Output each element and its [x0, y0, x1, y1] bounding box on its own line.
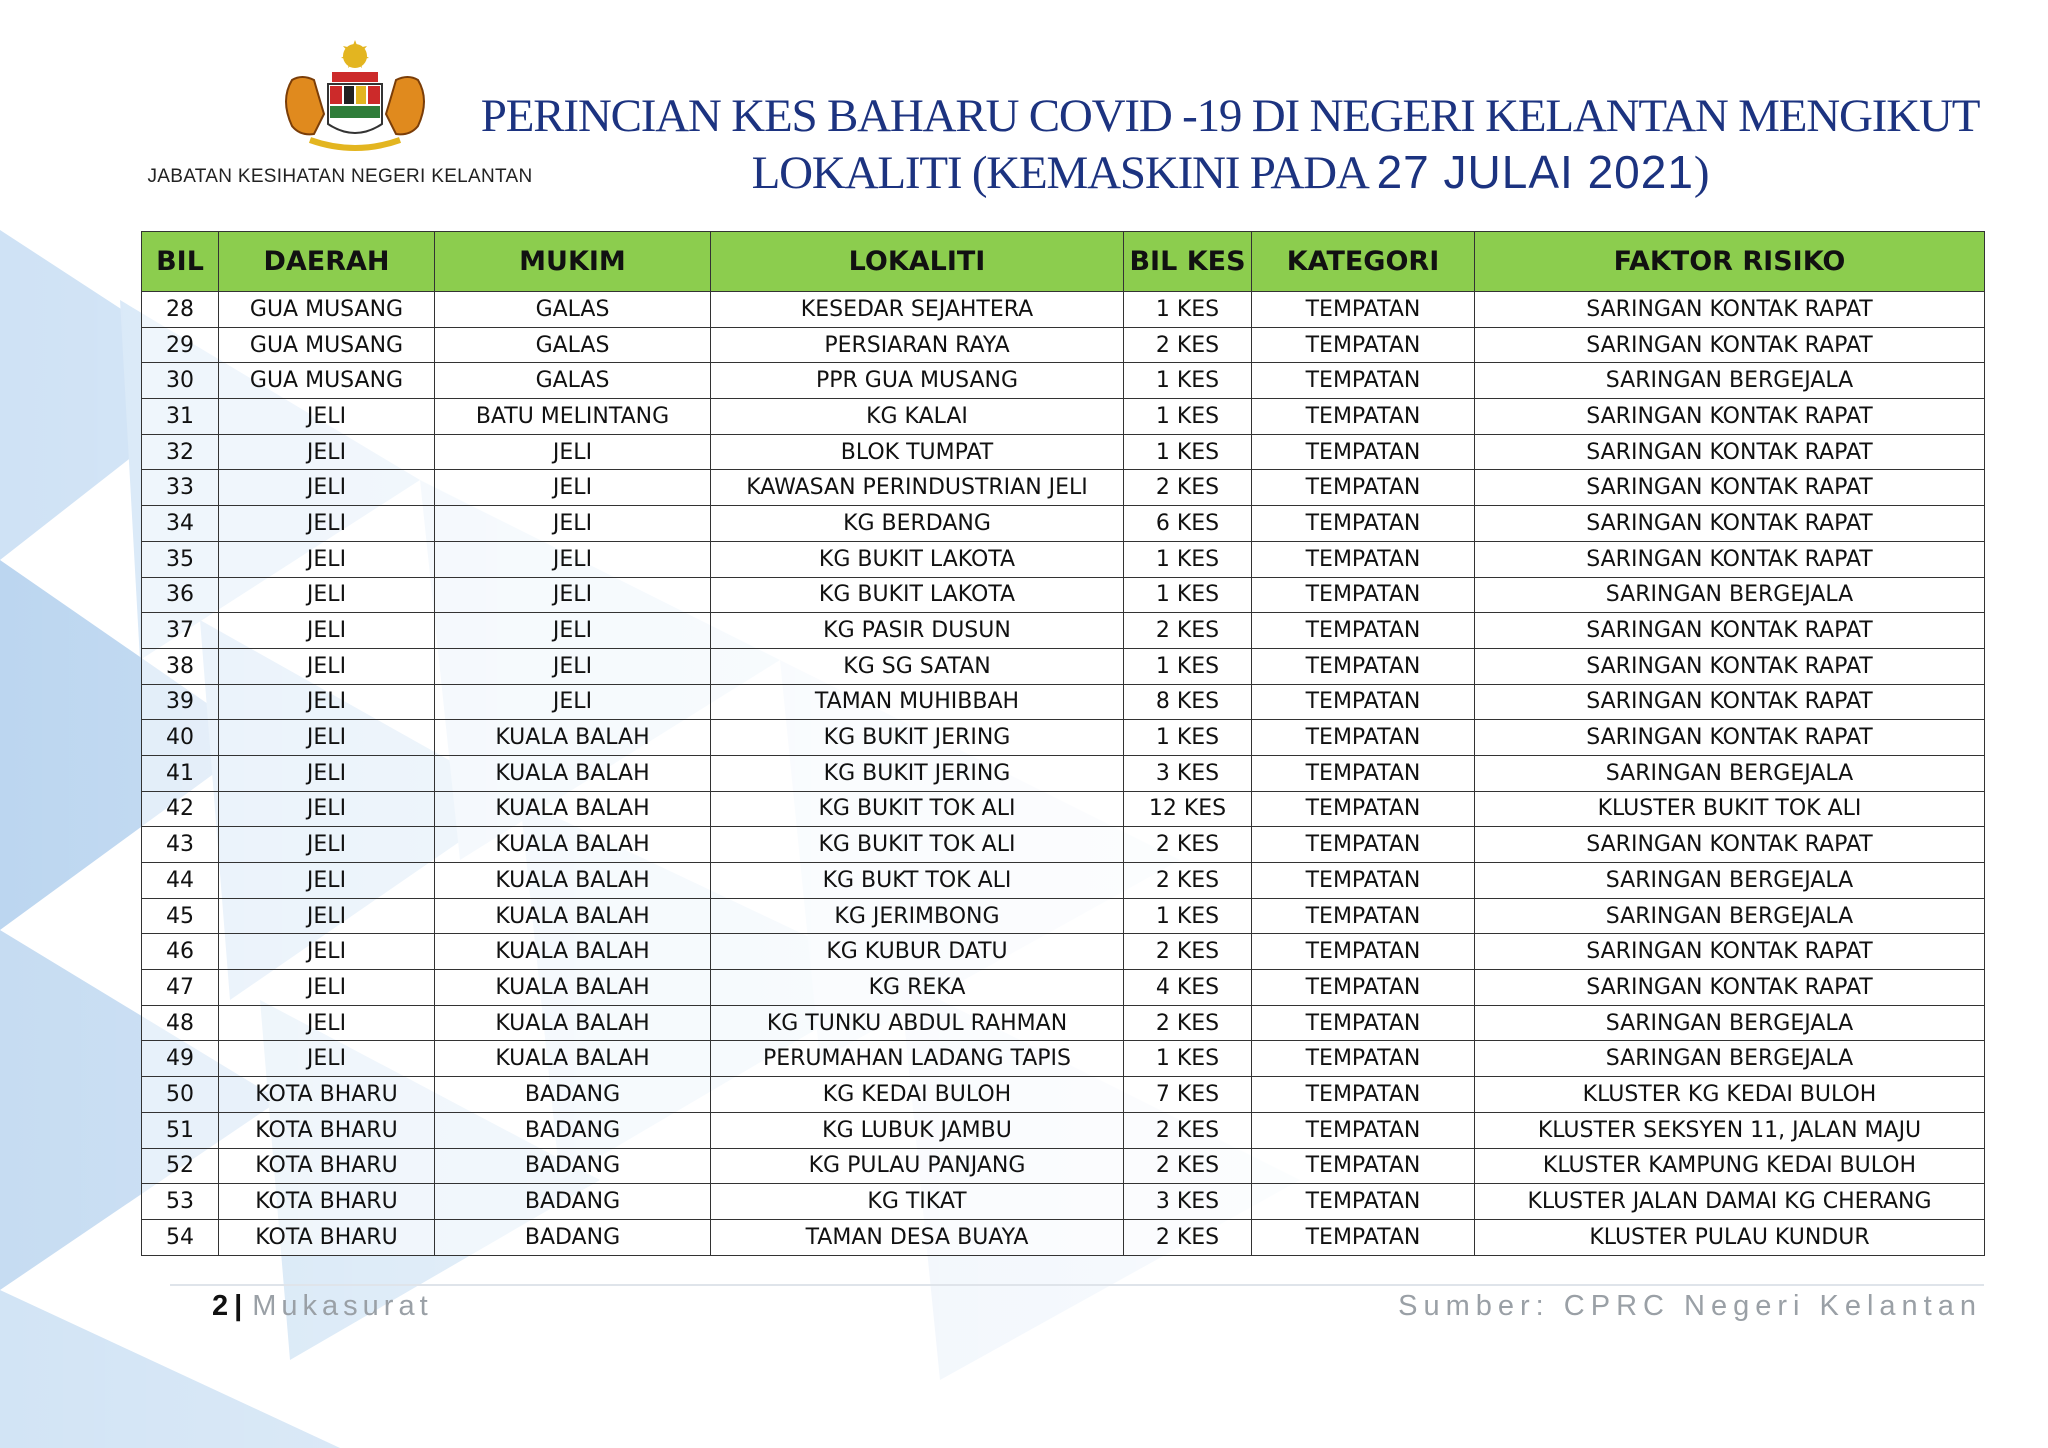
col-bil-kes-cell: 1 KES	[1124, 577, 1252, 613]
col-lokaliti-cell: KG PASIR DUSUN	[711, 613, 1124, 649]
col-daerah-cell: JELI	[219, 827, 435, 863]
col-bil-kes-cell: 2 KES	[1124, 613, 1252, 649]
col-bil-kes-cell: 1 KES	[1124, 399, 1252, 435]
col-lokaliti-cell: KG BUKIT LAKOTA	[711, 577, 1124, 613]
table-row	[142, 470, 1985, 506]
table-row	[142, 898, 1985, 934]
col-faktor-risiko-cell: KLUSTER BUKIT TOK ALI	[1475, 791, 1985, 827]
col-lokaliti-cell: KG JERIMBONG	[711, 898, 1124, 934]
col-daerah-cell: JELI	[219, 1041, 435, 1077]
table-row	[142, 648, 1985, 684]
title-date: 27 JULAI 2021	[1376, 146, 1694, 198]
col-kategori-cell: TEMPATAN	[1252, 327, 1475, 363]
col-daerah-cell: JELI	[219, 648, 435, 684]
col-mukim-cell: KUALA BALAH	[435, 898, 711, 934]
col-daerah-cell: JELI	[219, 863, 435, 899]
col-lokaliti-cell: KG BERDANG	[711, 506, 1124, 542]
col-faktor-risiko-cell: SARINGAN KONTAK RAPAT	[1475, 827, 1985, 863]
table-row	[142, 720, 1985, 756]
col-mukim-cell: JELI	[435, 648, 711, 684]
col-faktor-risiko-cell: KLUSTER KAMPUNG KEDAI BULOH	[1475, 1148, 1985, 1184]
col-faktor-risiko-cell: SARINGAN BERGEJALA	[1475, 363, 1985, 399]
col-bil-kes-header: BIL KES	[1124, 232, 1252, 292]
col-mukim-cell: KUALA BALAH	[435, 970, 711, 1006]
col-bil-kes-cell: 1 KES	[1124, 363, 1252, 399]
col-kategori-cell: TEMPATAN	[1252, 613, 1475, 649]
col-kategori-cell: TEMPATAN	[1252, 898, 1475, 934]
col-lokaliti-cell: KG PULAU PANJANG	[711, 1148, 1124, 1184]
col-kategori-cell: TEMPATAN	[1252, 934, 1475, 970]
col-bil-kes-cell: 8 KES	[1124, 684, 1252, 720]
col-mukim-cell: JELI	[435, 684, 711, 720]
col-faktor-risiko-cell: SARINGAN KONTAK RAPAT	[1475, 292, 1985, 328]
col-bil-cell: 30	[142, 363, 219, 399]
page-title	[450, 88, 2010, 201]
table-row	[142, 434, 1985, 470]
col-bil-cell: 37	[142, 613, 219, 649]
col-mukim-cell: BADANG	[435, 1077, 711, 1113]
col-kategori-cell: TEMPATAN	[1252, 648, 1475, 684]
col-bil-cell: 28	[142, 292, 219, 328]
col-kategori-cell: TEMPATAN	[1252, 1077, 1475, 1113]
table-row	[142, 363, 1985, 399]
col-faktor-risiko-cell: SARINGAN KONTAK RAPAT	[1475, 648, 1985, 684]
col-kategori-cell: TEMPATAN	[1252, 1184, 1475, 1220]
col-lokaliti-cell: KESEDAR SEJAHTERA	[711, 292, 1124, 328]
col-bil-cell: 54	[142, 1219, 219, 1255]
col-bil-kes-cell: 1 KES	[1124, 434, 1252, 470]
col-kategori-cell: TEMPATAN	[1252, 1219, 1475, 1255]
col-lokaliti-cell: KG SG SATAN	[711, 648, 1124, 684]
col-mukim-cell: BADANG	[435, 1148, 711, 1184]
col-kategori-cell: TEMPATAN	[1252, 1112, 1475, 1148]
col-lokaliti-cell: PERSIARAN RAYA	[711, 327, 1124, 363]
col-daerah-cell: JELI	[219, 470, 435, 506]
col-kategori-cell: TEMPATAN	[1252, 506, 1475, 542]
table-row	[142, 327, 1985, 363]
col-mukim-cell: KUALA BALAH	[435, 827, 711, 863]
col-mukim-cell: BADANG	[435, 1112, 711, 1148]
col-bil-cell: 34	[142, 506, 219, 542]
col-faktor-risiko-cell: SARINGAN KONTAK RAPAT	[1475, 506, 1985, 542]
col-daerah-cell: JELI	[219, 577, 435, 613]
col-lokaliti-cell: KG KUBUR DATU	[711, 934, 1124, 970]
col-bil-cell: 36	[142, 577, 219, 613]
col-kategori-cell: TEMPATAN	[1252, 470, 1475, 506]
table-row	[142, 791, 1985, 827]
col-bil-cell: 42	[142, 791, 219, 827]
col-bil-header: BIL	[142, 232, 219, 292]
footer-page	[212, 1290, 433, 1323]
col-lokaliti-header: LOKALITI	[711, 232, 1124, 292]
col-bil-kes-cell: 1 KES	[1124, 898, 1252, 934]
col-bil-cell: 46	[142, 934, 219, 970]
col-daerah-cell: JELI	[219, 541, 435, 577]
col-lokaliti-cell: KG REKA	[711, 970, 1124, 1006]
col-lokaliti-cell: KG TIKAT	[711, 1184, 1124, 1220]
col-lokaliti-cell: TAMAN MUHIBBAH	[711, 684, 1124, 720]
col-mukim-cell: BADANG	[435, 1184, 711, 1220]
table-row	[142, 541, 1985, 577]
col-bil-cell: 44	[142, 863, 219, 899]
col-daerah-cell: KOTA BHARU	[219, 1077, 435, 1113]
col-faktor-risiko-cell: SARINGAN BERGEJALA	[1475, 577, 1985, 613]
col-lokaliti-cell: KG BUKIT JERING	[711, 755, 1124, 791]
table-row	[142, 613, 1985, 649]
col-kategori-cell: TEMPATAN	[1252, 863, 1475, 899]
col-bil-kes-cell: 2 KES	[1124, 1219, 1252, 1255]
col-lokaliti-cell: KG TUNKU ABDUL RAHMAN	[711, 1005, 1124, 1041]
col-daerah-cell: JELI	[219, 613, 435, 649]
col-faktor-risiko-cell: SARINGAN BERGEJALA	[1475, 898, 1985, 934]
table-row	[142, 1184, 1985, 1220]
col-kategori-header: KATEGORI	[1252, 232, 1475, 292]
col-bil-cell: 43	[142, 827, 219, 863]
col-bil-cell: 38	[142, 648, 219, 684]
col-bil-kes-cell: 1 KES	[1124, 292, 1252, 328]
col-daerah-cell: JELI	[219, 506, 435, 542]
col-lokaliti-cell: BLOK TUMPAT	[711, 434, 1124, 470]
col-mukim-cell: JELI	[435, 506, 711, 542]
col-lokaliti-cell: KG BUKT TOK ALI	[711, 863, 1124, 899]
table-row	[142, 684, 1985, 720]
col-bil-kes-cell: 7 KES	[1124, 1077, 1252, 1113]
col-bil-kes-cell: 2 KES	[1124, 863, 1252, 899]
col-daerah-cell: KOTA BHARU	[219, 1184, 435, 1220]
table-row	[142, 970, 1985, 1006]
col-bil-cell: 29	[142, 327, 219, 363]
col-daerah-cell: JELI	[219, 399, 435, 435]
col-lokaliti-cell: PPR GUA MUSANG	[711, 363, 1124, 399]
col-bil-kes-cell: 6 KES	[1124, 506, 1252, 542]
col-faktor-risiko-cell: SARINGAN BERGEJALA	[1475, 755, 1985, 791]
col-kategori-cell: TEMPATAN	[1252, 1005, 1475, 1041]
col-daerah-cell: GUA MUSANG	[219, 292, 435, 328]
table-row	[142, 506, 1985, 542]
col-bil-kes-cell: 2 KES	[1124, 1112, 1252, 1148]
col-kategori-cell: TEMPATAN	[1252, 1148, 1475, 1184]
col-daerah-cell: JELI	[219, 755, 435, 791]
col-faktor-risiko-cell: SARINGAN BERGEJALA	[1475, 1005, 1985, 1041]
col-lokaliti-cell: KAWASAN PERINDUSTRIAN JELI	[711, 470, 1124, 506]
table-row	[142, 292, 1985, 328]
table-row	[142, 755, 1985, 791]
col-bil-kes-cell: 2 KES	[1124, 327, 1252, 363]
title-line-1: PERINCIAN KES BAHARU COVID -19 DI NEGERI KELANTAN MENGIKUT	[480, 90, 1980, 142]
col-mukim-cell: KUALA BALAH	[435, 863, 711, 899]
col-mukim-cell: GALAS	[435, 292, 711, 328]
table-row	[142, 399, 1985, 435]
col-daerah-cell: JELI	[219, 434, 435, 470]
table-row	[142, 863, 1985, 899]
col-kategori-cell: TEMPATAN	[1252, 684, 1475, 720]
col-lokaliti-cell: PERUMAHAN LADANG TAPIS	[711, 1041, 1124, 1077]
col-daerah-cell: JELI	[219, 898, 435, 934]
col-mukim-cell: BATU MELINTANG	[435, 399, 711, 435]
col-mukim-header: MUKIM	[435, 232, 711, 292]
col-faktor-risiko-cell: SARINGAN KONTAK RAPAT	[1475, 327, 1985, 363]
col-daerah-cell: GUA MUSANG	[219, 327, 435, 363]
col-mukim-cell: BADANG	[435, 1219, 711, 1255]
col-mukim-cell: GALAS	[435, 363, 711, 399]
col-bil-cell: 35	[142, 541, 219, 577]
table-header-row	[142, 232, 1985, 292]
table-row	[142, 827, 1985, 863]
col-faktor-risiko-cell: SARINGAN BERGEJALA	[1475, 1041, 1985, 1077]
title-line-2-suffix: )	[1693, 147, 1709, 199]
col-bil-cell: 40	[142, 720, 219, 756]
col-bil-cell: 47	[142, 970, 219, 1006]
col-kategori-cell: TEMPATAN	[1252, 292, 1475, 328]
col-lokaliti-cell: KG BUKIT TOK ALI	[711, 791, 1124, 827]
col-faktor-risiko-cell: SARINGAN KONTAK RAPAT	[1475, 970, 1985, 1006]
col-bil-cell: 53	[142, 1184, 219, 1220]
title-line-2-prefix: LOKALITI (KEMASKINI PADA	[751, 147, 1377, 199]
col-faktor-risiko-header: FAKTOR RISIKO	[1475, 232, 1985, 292]
col-mukim-cell: JELI	[435, 541, 711, 577]
col-mukim-cell: KUALA BALAH	[435, 791, 711, 827]
col-bil-cell: 45	[142, 898, 219, 934]
col-bil-kes-cell: 1 KES	[1124, 720, 1252, 756]
table-row	[142, 1219, 1985, 1255]
col-mukim-cell: KUALA BALAH	[435, 720, 711, 756]
col-mukim-cell: KUALA BALAH	[435, 1005, 711, 1041]
col-daerah-cell: GUA MUSANG	[219, 363, 435, 399]
col-kategori-cell: TEMPATAN	[1252, 755, 1475, 791]
col-faktor-risiko-cell: SARINGAN KONTAK RAPAT	[1475, 720, 1985, 756]
col-bil-cell: 51	[142, 1112, 219, 1148]
col-bil-cell: 41	[142, 755, 219, 791]
col-mukim-cell: KUALA BALAH	[435, 934, 711, 970]
table-row	[142, 1005, 1985, 1041]
col-kategori-cell: TEMPATAN	[1252, 970, 1475, 1006]
col-daerah-cell: KOTA BHARU	[219, 1219, 435, 1255]
col-bil-kes-cell: 3 KES	[1124, 755, 1252, 791]
col-bil-kes-cell: 1 KES	[1124, 648, 1252, 684]
col-daerah-cell: KOTA BHARU	[219, 1148, 435, 1184]
col-bil-kes-cell: 1 KES	[1124, 541, 1252, 577]
col-kategori-cell: TEMPATAN	[1252, 720, 1475, 756]
col-bil-kes-cell: 2 KES	[1124, 1005, 1252, 1041]
col-bil-cell: 52	[142, 1148, 219, 1184]
col-mukim-cell: KUALA BALAH	[435, 755, 711, 791]
col-daerah-cell: JELI	[219, 934, 435, 970]
col-bil-kes-cell: 2 KES	[1124, 1148, 1252, 1184]
cases-table	[141, 231, 1985, 1256]
table-row	[142, 934, 1985, 970]
col-kategori-cell: TEMPATAN	[1252, 791, 1475, 827]
col-daerah-cell: JELI	[219, 684, 435, 720]
col-faktor-risiko-cell: SARINGAN BERGEJALA	[1475, 863, 1985, 899]
col-daerah-cell: JELI	[219, 720, 435, 756]
col-faktor-risiko-cell: SARINGAN KONTAK RAPAT	[1475, 613, 1985, 649]
col-faktor-risiko-cell: SARINGAN KONTAK RAPAT	[1475, 399, 1985, 435]
col-mukim-cell: JELI	[435, 613, 711, 649]
col-lokaliti-cell: KG KEDAI BULOH	[711, 1077, 1124, 1113]
col-kategori-cell: TEMPATAN	[1252, 434, 1475, 470]
col-faktor-risiko-cell: KLUSTER PULAU KUNDUR	[1475, 1219, 1985, 1255]
footer-divider	[170, 1284, 1984, 1286]
col-mukim-cell: KUALA BALAH	[435, 1041, 711, 1077]
department-name: JABATAN KESIHATAN NEGERI KELANTAN	[147, 166, 533, 187]
col-bil-cell: 49	[142, 1041, 219, 1077]
col-kategori-cell: TEMPATAN	[1252, 541, 1475, 577]
col-bil-kes-cell: 1 KES	[1124, 1041, 1252, 1077]
col-bil-kes-cell: 2 KES	[1124, 934, 1252, 970]
col-faktor-risiko-cell: SARINGAN KONTAK RAPAT	[1475, 541, 1985, 577]
col-bil-kes-cell: 2 KES	[1124, 827, 1252, 863]
table-row	[142, 1041, 1985, 1077]
footer-source: Sumber: CPRC Negeri Kelantan	[1398, 1290, 1982, 1322]
col-kategori-cell: TEMPATAN	[1252, 577, 1475, 613]
col-daerah-cell: JELI	[219, 791, 435, 827]
col-lokaliti-cell: KG KALAI	[711, 399, 1124, 435]
col-mukim-cell: GALAS	[435, 327, 711, 363]
col-faktor-risiko-cell: KLUSTER SEKSYEN 11, JALAN MAJU	[1475, 1112, 1985, 1148]
col-lokaliti-cell: TAMAN DESA BUAYA	[711, 1219, 1124, 1255]
col-bil-cell: 33	[142, 470, 219, 506]
page-label: Mukasurat	[252, 1290, 433, 1322]
col-lokaliti-cell: KG BUKIT LAKOTA	[711, 541, 1124, 577]
col-kategori-cell: TEMPATAN	[1252, 399, 1475, 435]
col-faktor-risiko-cell: SARINGAN KONTAK RAPAT	[1475, 470, 1985, 506]
table-body	[142, 292, 1985, 1256]
col-bil-kes-cell: 12 KES	[1124, 791, 1252, 827]
col-bil-cell: 31	[142, 399, 219, 435]
col-bil-kes-cell: 3 KES	[1124, 1184, 1252, 1220]
footer-separator: |	[234, 1290, 243, 1322]
col-bil-cell: 50	[142, 1077, 219, 1113]
col-faktor-risiko-cell: SARINGAN KONTAK RAPAT	[1475, 434, 1985, 470]
col-faktor-risiko-cell: KLUSTER JALAN DAMAI KG CHERANG	[1475, 1184, 1985, 1220]
col-bil-kes-cell: 4 KES	[1124, 970, 1252, 1006]
table-row	[142, 1077, 1985, 1113]
malaysia-coat-of-arms-icon	[270, 40, 440, 160]
col-bil-cell: 39	[142, 684, 219, 720]
col-lokaliti-cell: KG BUKIT TOK ALI	[711, 827, 1124, 863]
page-number: 2	[212, 1290, 229, 1322]
col-faktor-risiko-cell: SARINGAN KONTAK RAPAT	[1475, 934, 1985, 970]
title-line-2	[450, 144, 2010, 201]
col-mukim-cell: JELI	[435, 434, 711, 470]
col-mukim-cell: JELI	[435, 470, 711, 506]
col-kategori-cell: TEMPATAN	[1252, 827, 1475, 863]
col-bil-kes-cell: 2 KES	[1124, 470, 1252, 506]
col-mukim-cell: JELI	[435, 577, 711, 613]
col-kategori-cell: TEMPATAN	[1252, 363, 1475, 399]
col-bil-cell: 48	[142, 1005, 219, 1041]
col-lokaliti-cell: KG BUKIT JERING	[711, 720, 1124, 756]
col-bil-cell: 32	[142, 434, 219, 470]
col-lokaliti-cell: KG LUBUK JAMBU	[711, 1112, 1124, 1148]
col-faktor-risiko-cell: SARINGAN KONTAK RAPAT	[1475, 684, 1985, 720]
table-row	[142, 1148, 1985, 1184]
col-kategori-cell: TEMPATAN	[1252, 1041, 1475, 1077]
table-row	[142, 577, 1985, 613]
col-daerah-cell: JELI	[219, 1005, 435, 1041]
col-daerah-cell: JELI	[219, 970, 435, 1006]
table-row	[142, 1112, 1985, 1148]
col-faktor-risiko-cell: KLUSTER KG KEDAI BULOH	[1475, 1077, 1985, 1113]
col-daerah-cell: KOTA BHARU	[219, 1112, 435, 1148]
col-daerah-header: DAERAH	[219, 232, 435, 292]
